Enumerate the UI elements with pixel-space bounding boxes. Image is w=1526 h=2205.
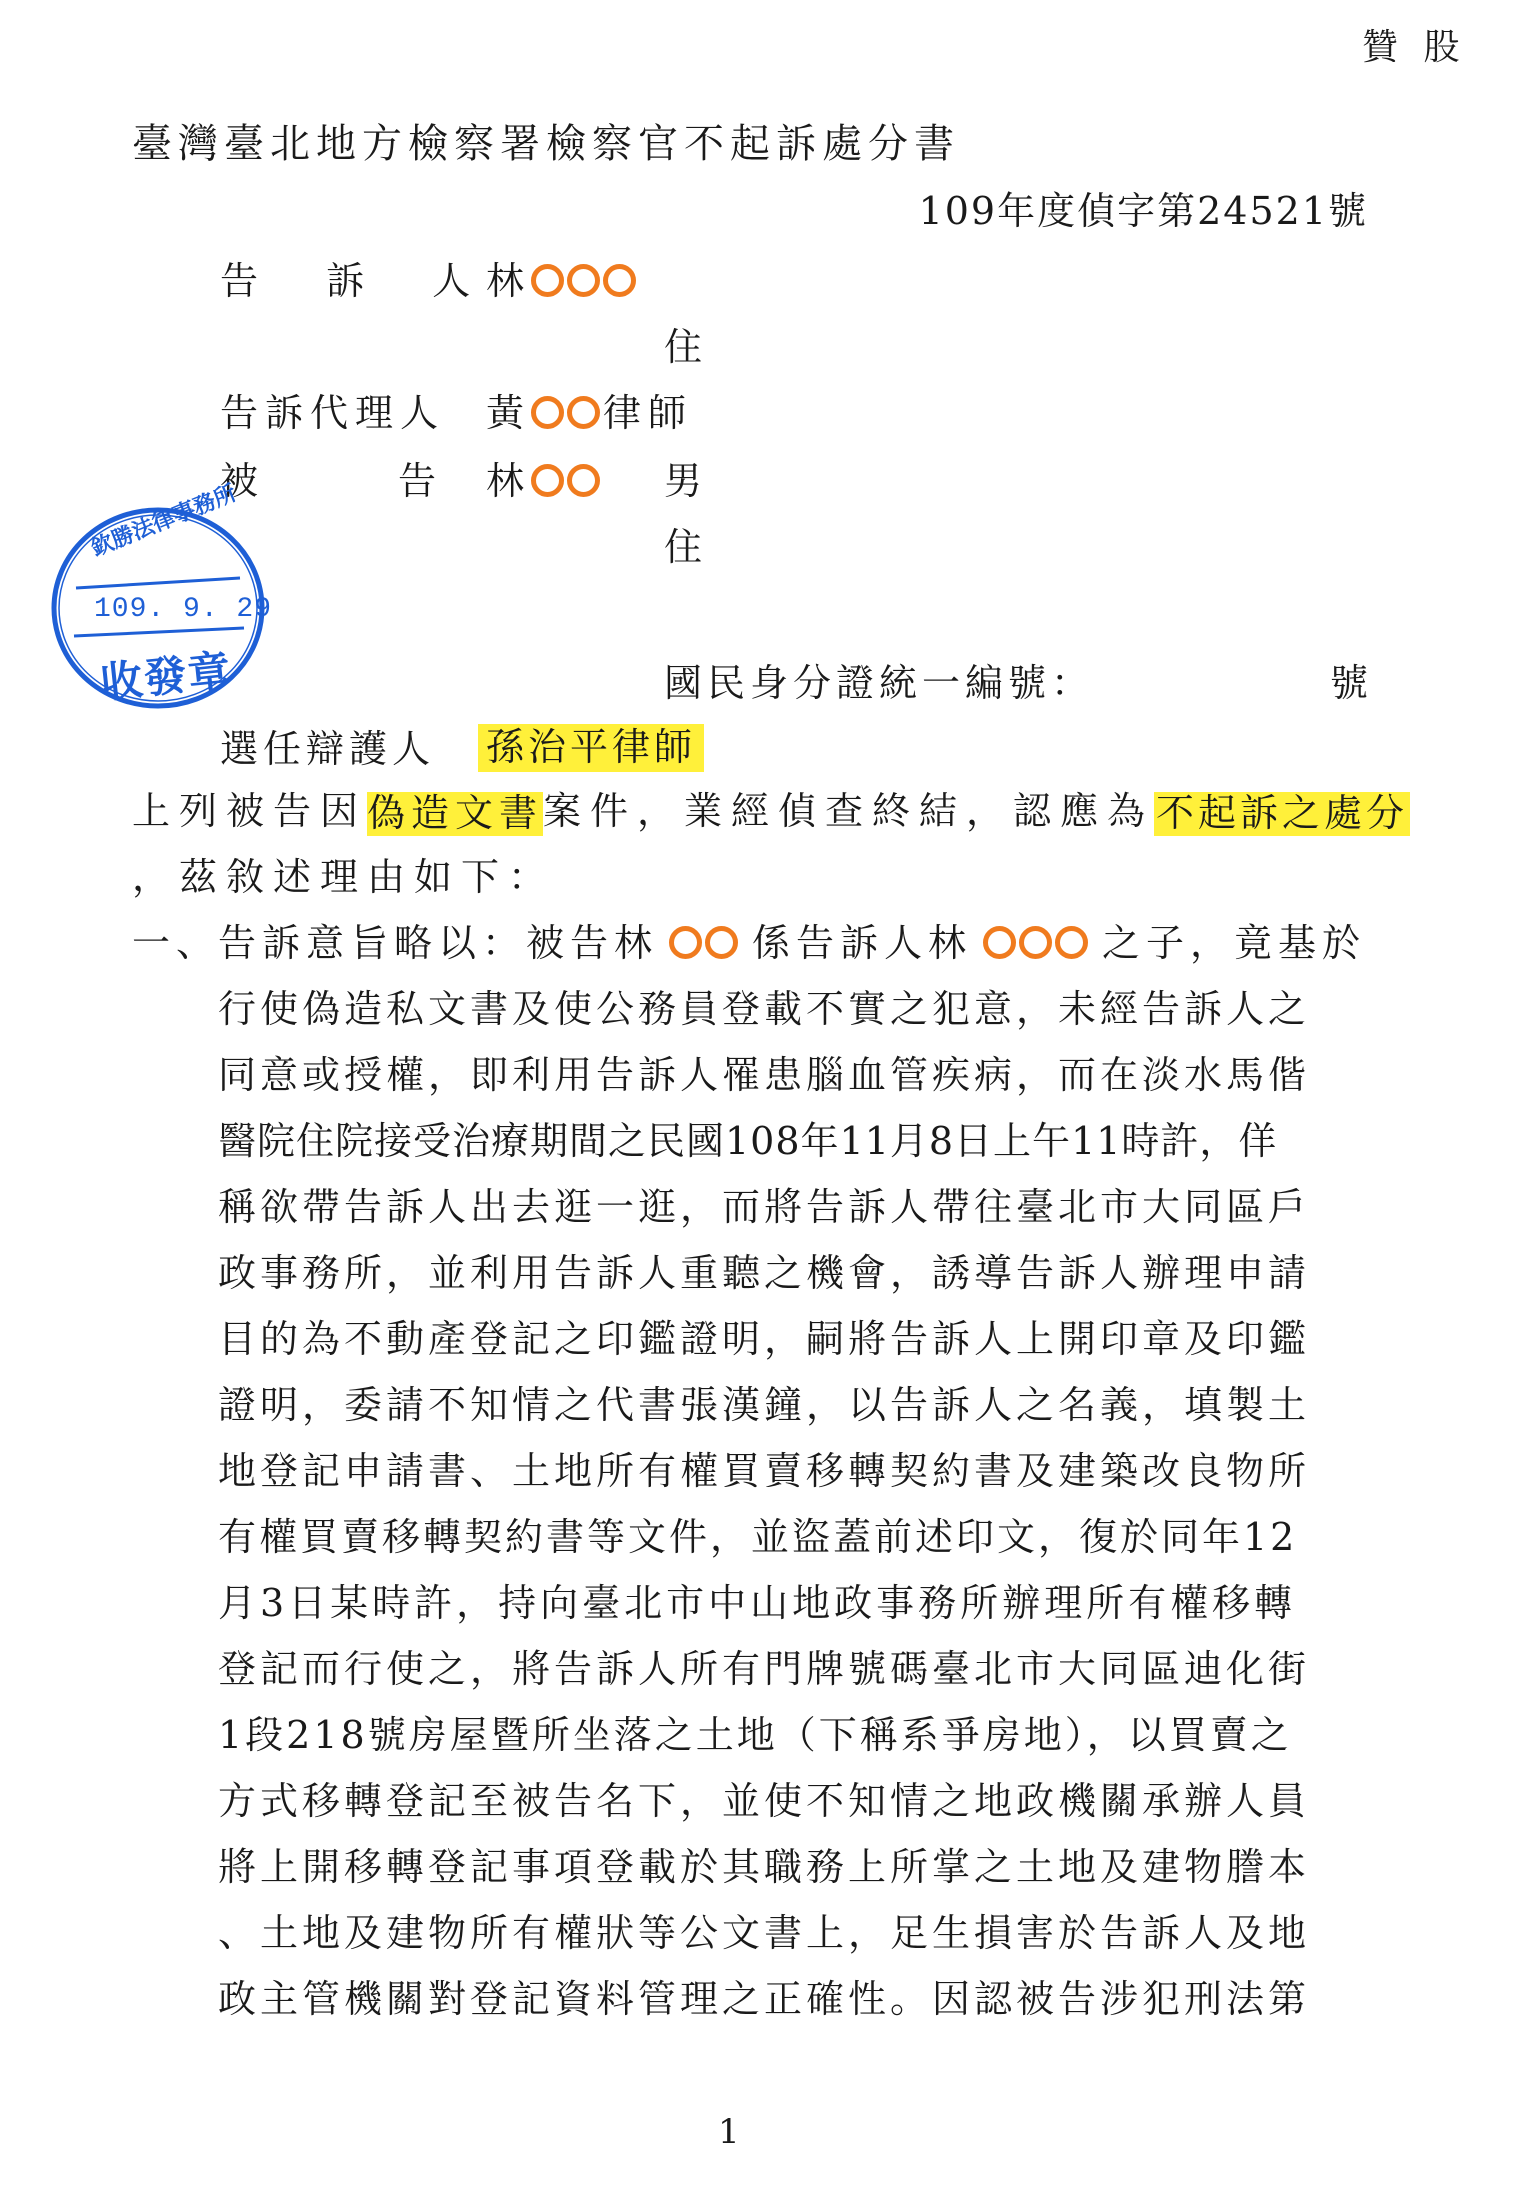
complainant-name xyxy=(486,259,639,303)
body-line xyxy=(218,1053,1366,1097)
body-line-text: 地登記申請書、土地所有權買賣移轉契約書及建築改良物所 xyxy=(218,1449,1311,1493)
stamp-date: 109. 9. 29 xyxy=(94,594,273,625)
page-number: 1 xyxy=(718,2112,740,2152)
agent-label: 告訴代理人 xyxy=(220,391,446,435)
redaction-ring-icon xyxy=(1055,926,1088,959)
body-line xyxy=(218,1383,1366,1427)
redaction-ring-icon xyxy=(669,926,702,959)
id-number-suffix: 號 xyxy=(1330,661,1376,705)
stamp-office: 欽勝法律事務所 xyxy=(87,480,241,562)
agent-surname: 黃 xyxy=(486,391,532,435)
body-line xyxy=(218,1119,1366,1163)
agent-title: 律師 xyxy=(603,391,694,435)
body-line xyxy=(218,1449,1366,1493)
intro-text-a: 上列被告因 xyxy=(132,789,368,833)
id-number-label: 國民身分證統一編號： xyxy=(664,661,1095,705)
section-one-marker: 一、 xyxy=(132,921,221,965)
defendant-label-first: 被 xyxy=(220,459,266,503)
body-line-text: 目的為不動產登記之印鑑證明，嗣將告訴人上開印章及印鑑 xyxy=(218,1317,1311,1361)
section-one-lead xyxy=(218,921,1366,965)
unit-label: 贊 股 xyxy=(1362,27,1467,68)
body-line-text: 、土地及建物所有權狀等公文書上，足生損害於告訴人及地 xyxy=(218,1911,1311,1955)
redaction-ring-icon xyxy=(567,464,600,497)
body-line xyxy=(218,1977,1366,2021)
defendant-gender: 男 xyxy=(664,459,710,503)
complainant-address-label: 住 xyxy=(664,325,710,369)
redaction-ring-icon xyxy=(567,396,600,429)
offense-highlight: 偽造文書 xyxy=(367,791,544,835)
redaction-ring-icon xyxy=(531,464,564,497)
intro-line-2: ，茲敘述理由如下： xyxy=(132,855,556,899)
lead-text-c: 之子，竟基於 xyxy=(1101,921,1366,965)
redaction-ring-icon xyxy=(705,926,738,959)
body-line xyxy=(218,987,1366,1031)
redaction-ring-icon xyxy=(1019,926,1052,959)
body-line-text: 方式移轉登記至被告名下，並使不知情之地政機關承辦人員 xyxy=(218,1779,1311,1823)
body-line xyxy=(218,1713,1366,1757)
intro-text-b: 案件，業經偵查終結，認應為 xyxy=(543,789,1155,833)
case-number: 109年度偵字第24521號 xyxy=(918,189,1368,233)
body-line-text: 同意或授權，即利用告訴人罹患腦血管疾病，而在淡水馬偕 xyxy=(218,1053,1311,1097)
defendant-address-label: 住 xyxy=(664,525,710,569)
redaction-ring-icon xyxy=(531,264,564,297)
body-line-text: 行使偽造私文書及使公務員登載不實之犯意，未經告訴人之 xyxy=(218,987,1311,1031)
redaction-ring-icon xyxy=(567,264,600,297)
complainant-surname: 林 xyxy=(486,259,532,303)
body-line-text: 政事務所，並利用告訴人重聽之機會，誘導告訴人辦理申請 xyxy=(218,1251,1311,1295)
received-stamp xyxy=(40,480,280,720)
body-line xyxy=(218,1581,1366,1625)
body-line xyxy=(218,1317,1366,1361)
body-line-text: 證明，委請不知情之代書張漢鐘，以告訴人之名義，填製土 xyxy=(218,1383,1311,1427)
body-line xyxy=(218,1647,1366,1691)
redaction-ring-icon xyxy=(531,396,564,429)
body-line-text: 月3日某時許，持向臺北市中山地政事務所辦理所有權移轉 xyxy=(218,1581,1297,1625)
body-line-text: 1段218號房屋暨所坐落之土地（下稱系爭房地），以買賣之 xyxy=(218,1713,1292,1757)
lead-text-a: 告訴意旨略以：被告林 xyxy=(218,921,659,965)
body-line-text: 稱欲帶告訴人出去逛一逛，而將告訴人帶往臺北市大同區戶 xyxy=(218,1185,1311,1229)
defender-name: 孫治平律師 xyxy=(478,724,704,772)
body-line xyxy=(218,1845,1366,1889)
disposition-highlight: 不起訴之處分 xyxy=(1156,791,1409,835)
defendant-label-second: 告 xyxy=(398,459,444,503)
body-line xyxy=(218,1911,1366,1955)
body-line xyxy=(218,1251,1366,1295)
body-line-text: 政主管機關對登記資料管理之正確性。因認被告涉犯刑法第 xyxy=(218,1977,1311,2021)
body-line-text: 登記而行使之，將告訴人所有門牌號碼臺北市大同區迪化街 xyxy=(218,1647,1311,1691)
body-line xyxy=(218,1185,1366,1229)
body-line-text: 醫院住院接受治療期間之民國108年11月8日上午11時許，佯 xyxy=(218,1119,1278,1163)
document-title: 臺灣臺北地方檢察署檢察官不起訴處分書 xyxy=(132,121,960,167)
defender-label: 選任辯護人 xyxy=(220,727,436,771)
defendant-name xyxy=(486,459,603,503)
redaction-group xyxy=(669,924,741,962)
redaction-ring-icon xyxy=(983,926,1016,959)
defendant-surname: 林 xyxy=(486,459,532,503)
stamp-label: 收發章 xyxy=(98,645,235,708)
body-line-text: 有權買賣移轉契約書等文件，並盜蓋前述印文，復於同年12 xyxy=(218,1515,1298,1559)
complainant-label: 告 訴 人 xyxy=(220,259,499,303)
redaction-ring-icon xyxy=(603,264,636,297)
body-line-text: 將上開移轉登記事項登載於其職務上所掌之土地及建物謄本 xyxy=(218,1845,1311,1889)
agent-name xyxy=(486,391,694,435)
lead-text-b: 係告訴人林 xyxy=(751,921,972,965)
intro-line-1 xyxy=(132,789,1409,836)
body-line xyxy=(218,1515,1366,1559)
redaction-group xyxy=(983,924,1091,962)
body-line xyxy=(218,1779,1366,1823)
